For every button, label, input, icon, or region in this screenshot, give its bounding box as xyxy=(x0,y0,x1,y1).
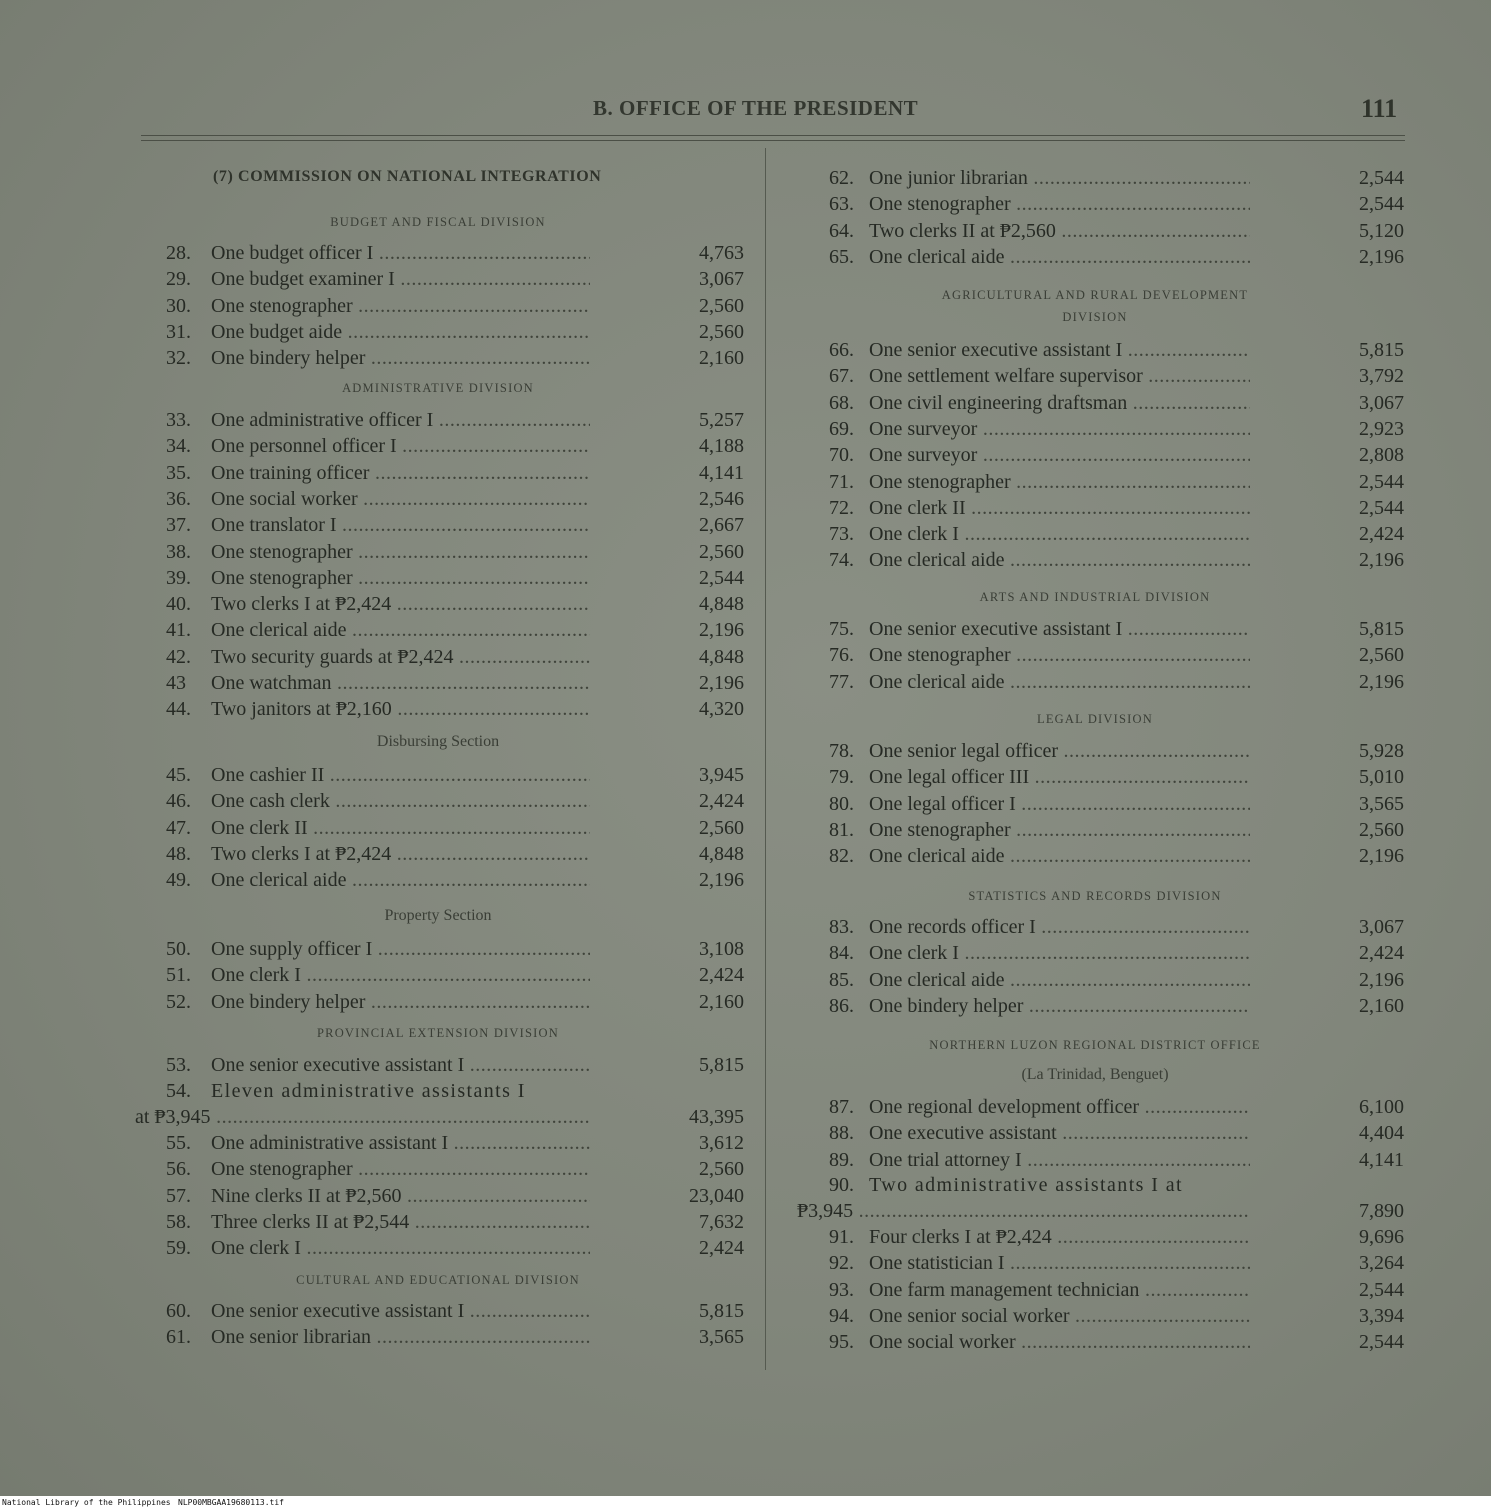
table-row xyxy=(166,867,744,893)
item-amount: 3,067 xyxy=(1359,916,1404,938)
table-row xyxy=(166,841,744,867)
table-row-continuation xyxy=(797,1198,1404,1224)
division-heading: NORTHERN LUZON REGIONAL DISTRICT OFFICE xyxy=(929,1038,1261,1052)
item-number: 65. xyxy=(829,245,854,268)
item-number: 58. xyxy=(166,1210,191,1233)
item-label: One senior executive assistant I ..... xyxy=(869,337,1250,363)
table-row xyxy=(829,390,1404,416)
item-label: One social worker ..... xyxy=(211,486,590,512)
table-row xyxy=(829,1094,1404,1120)
item-amount: 3,792 xyxy=(1359,365,1404,388)
item-amount: 5,815 xyxy=(1359,339,1404,361)
item-amount: 2,196 xyxy=(1359,245,1404,268)
item-amount: 2,544 xyxy=(1359,496,1404,519)
footer-library: National Library of the Philippines xyxy=(2,1498,171,1507)
item-label: One administrative officer I ..... xyxy=(211,407,590,433)
table-row xyxy=(166,696,744,722)
table-row xyxy=(829,616,1404,642)
item-amount: 7,632 xyxy=(699,1210,744,1233)
table-row xyxy=(166,266,744,292)
item-label: One social worker ..... xyxy=(869,1329,1250,1355)
table-row xyxy=(166,1078,590,1104)
item-amount: 2,160 xyxy=(699,347,744,370)
table-row xyxy=(829,940,1404,966)
item-number: 39. xyxy=(166,566,191,589)
item-number: 57. xyxy=(166,1184,191,1207)
item-number: 61. xyxy=(166,1326,191,1349)
item-label-continued: at ₱3,945 ..... xyxy=(135,1104,590,1130)
item-label: One budget officer I ..... xyxy=(211,240,590,266)
item-number: 30. xyxy=(166,294,191,317)
page-number: 111 xyxy=(1361,94,1398,123)
item-number: 38. xyxy=(166,540,191,563)
item-label: One junior librarian ..... xyxy=(869,165,1250,191)
item-number: 71. xyxy=(829,470,854,493)
item-amount: 2,560 xyxy=(699,540,744,563)
item-number: 60. xyxy=(166,1300,191,1322)
item-number: 81. xyxy=(829,818,854,841)
item-number: 55. xyxy=(166,1132,191,1154)
table-row xyxy=(166,815,744,841)
table-row xyxy=(166,565,744,591)
table-row xyxy=(166,319,744,345)
header-rule-secondary xyxy=(141,140,1405,141)
item-label: Nine clerks II at ₱2,560 ..... xyxy=(211,1183,590,1209)
item-amount: 2,196 xyxy=(1359,968,1404,991)
item-label: Two clerks I at ₱2,424 ..... xyxy=(211,841,590,867)
item-number: 42. xyxy=(166,645,191,668)
table-row xyxy=(829,1224,1404,1250)
table-row xyxy=(166,591,744,617)
item-number: 92. xyxy=(829,1252,854,1275)
table-row xyxy=(166,407,744,433)
table-row xyxy=(829,1303,1404,1329)
item-number: 46. xyxy=(166,790,191,813)
item-number: 73. xyxy=(829,523,854,546)
item-label: One senior legal officer ..... xyxy=(869,738,1250,764)
division-heading: ARTS AND INDUSTRIAL DIVISION xyxy=(979,590,1211,604)
item-number: 59. xyxy=(166,1237,191,1260)
division-heading: STATISTICS AND RECORDS DIVISION xyxy=(968,889,1222,903)
item-amount: 2,544 xyxy=(1359,167,1404,189)
item-number: 47. xyxy=(166,816,191,839)
item-label: One surveyor ..... xyxy=(869,416,1250,442)
item-number: 31. xyxy=(166,320,191,343)
table-row xyxy=(829,642,1404,668)
item-label: Three clerks II at ₱2,544 ..... xyxy=(211,1209,590,1235)
item-number: 48. xyxy=(166,842,191,865)
item-amount: 4,141 xyxy=(699,461,744,484)
item-number: 91. xyxy=(829,1226,854,1248)
item-number: 40. xyxy=(166,593,191,616)
item-amount: 2,424 xyxy=(699,964,744,987)
table-row xyxy=(166,1235,744,1261)
item-amount: 2,560 xyxy=(1359,818,1404,841)
item-number: 72. xyxy=(829,496,854,519)
item-number: 90. xyxy=(829,1174,854,1196)
item-amount: 2,160 xyxy=(1359,994,1404,1017)
item-label: Two clerks II at ₱2,560 ..... xyxy=(869,218,1250,244)
item-amount: 2,544 xyxy=(699,566,744,589)
item-number: 76. xyxy=(829,644,854,667)
item-label: One stenographer ..... xyxy=(869,191,1250,217)
item-amount: 3,612 xyxy=(699,1132,744,1154)
item-label: One stenographer ..... xyxy=(211,565,590,591)
table-row xyxy=(166,1156,744,1182)
table-row xyxy=(166,962,744,988)
table-row xyxy=(166,240,744,266)
table-row xyxy=(829,993,1404,1019)
item-label: One budget examiner I ..... xyxy=(211,266,590,292)
item-label: One senior social worker ..... xyxy=(869,1303,1250,1329)
item-label: One clerical aide ..... xyxy=(869,669,1250,695)
item-amount: 4,320 xyxy=(699,698,744,721)
division-heading: (La Trinidad, Benguet) xyxy=(1021,1066,1169,1083)
item-label: Two clerks I at ₱2,424 ..... xyxy=(211,591,590,617)
item-amount: 4,188 xyxy=(699,435,744,458)
item-amount: 3,394 xyxy=(1359,1304,1404,1327)
table-row xyxy=(166,1324,744,1350)
item-amount: 2,546 xyxy=(699,487,744,510)
item-label: One cash clerk ..... xyxy=(211,788,590,814)
item-number: 63. xyxy=(829,193,854,216)
division-heading: ADMINISTRATIVE DIVISION xyxy=(342,381,534,395)
footer-filename: NLP00MBGAA19680113.tif xyxy=(178,1498,284,1507)
division-heading: AGRICULTURAL AND RURAL DEVELOPMENT xyxy=(941,288,1249,302)
item-number: 94. xyxy=(829,1304,854,1327)
item-amount: 4,848 xyxy=(699,645,744,668)
table-row xyxy=(166,670,744,696)
item-label: One executive assistant ..... xyxy=(869,1120,1250,1146)
item-number: 53. xyxy=(166,1054,191,1076)
item-label: One legal officer III ..... xyxy=(869,764,1250,790)
item-amount: 2,196 xyxy=(1359,845,1404,868)
item-amount: 4,848 xyxy=(699,842,744,865)
item-number: 86. xyxy=(829,994,854,1017)
item-amount: 2,196 xyxy=(699,619,744,642)
item-amount: 2,424 xyxy=(1359,942,1404,965)
item-amount: 2,560 xyxy=(699,1158,744,1181)
table-row xyxy=(166,617,744,643)
table-row xyxy=(829,1250,1404,1276)
item-number: 68. xyxy=(829,391,854,414)
item-number: 44. xyxy=(166,698,191,721)
item-amount: 2,424 xyxy=(699,1237,744,1260)
item-number: 45. xyxy=(166,764,191,786)
table-row xyxy=(829,521,1404,547)
item-label: Eleven administrative assistants I xyxy=(211,1080,526,1102)
item-number: 83. xyxy=(829,916,854,938)
table-row xyxy=(829,791,1404,817)
table-row xyxy=(829,244,1404,270)
table-row xyxy=(829,843,1404,869)
item-amount: 2,196 xyxy=(1359,549,1404,572)
table-row xyxy=(829,967,1404,993)
item-label: One stenographer ..... xyxy=(869,817,1250,843)
item-amount: 3,108 xyxy=(699,938,744,960)
item-number: 51. xyxy=(166,964,191,987)
item-number: 37. xyxy=(166,514,191,537)
item-label: One clerk I ..... xyxy=(869,521,1250,547)
item-label: One stenographer ..... xyxy=(211,539,590,565)
table-row xyxy=(166,293,744,319)
item-label: Two security guards at ₱2,424 ..... xyxy=(211,644,590,670)
item-label: One clerical aide ..... xyxy=(869,967,1250,993)
table-row xyxy=(166,345,744,371)
item-number: 85. xyxy=(829,968,854,991)
item-label: One clerk II ..... xyxy=(211,815,590,841)
item-amount: 3,264 xyxy=(1359,1252,1404,1275)
item-amount: 2,544 xyxy=(1359,470,1404,493)
table-row xyxy=(829,442,1404,468)
item-label: One clerical aide ..... xyxy=(869,547,1250,573)
item-amount: 2,560 xyxy=(699,294,744,317)
item-amount: 4,141 xyxy=(1359,1148,1404,1171)
item-label: One senior librarian ..... xyxy=(211,1324,590,1350)
table-row xyxy=(829,165,1404,191)
item-label: One surveyor ..... xyxy=(869,442,1250,468)
table-row xyxy=(166,1052,744,1078)
item-label: One clerk I ..... xyxy=(211,1235,590,1261)
item-number: 78. xyxy=(829,740,854,762)
table-row xyxy=(166,989,744,1015)
item-number: 56. xyxy=(166,1158,191,1181)
table-row xyxy=(829,547,1404,573)
table-row xyxy=(166,539,744,565)
item-amount: 2,160 xyxy=(699,990,744,1013)
item-number: 89. xyxy=(829,1148,854,1171)
item-number: 49. xyxy=(166,869,191,892)
item-amount: 2,560 xyxy=(1359,644,1404,667)
header-rule xyxy=(141,135,1405,136)
item-amount: 2,808 xyxy=(1359,444,1404,467)
item-label: One statistician I ..... xyxy=(869,1250,1250,1276)
table-row xyxy=(166,936,744,962)
item-number: 88. xyxy=(829,1122,854,1145)
table-row xyxy=(829,738,1404,764)
item-number: 84. xyxy=(829,942,854,965)
item-number: 75. xyxy=(829,618,854,640)
item-number: 69. xyxy=(829,417,854,440)
column-divider xyxy=(765,148,766,1370)
table-row xyxy=(829,218,1404,244)
item-number: 87. xyxy=(829,1096,854,1118)
item-number: 74. xyxy=(829,549,854,572)
item-label: One administrative assistant I ..... xyxy=(211,1130,590,1156)
table-row xyxy=(829,1329,1404,1355)
item-label: One clerk II ..... xyxy=(869,495,1250,521)
table-row xyxy=(829,817,1404,843)
item-amount: 2,923 xyxy=(1359,417,1404,440)
item-label: One bindery helper ..... xyxy=(869,993,1250,1019)
item-label: One stenographer ..... xyxy=(211,1156,590,1182)
item-label: One clerk I ..... xyxy=(211,962,590,988)
item-amount: 4,848 xyxy=(699,593,744,616)
table-row xyxy=(829,1120,1404,1146)
item-amount: 4,763 xyxy=(699,242,744,264)
item-number: 28. xyxy=(166,242,191,264)
item-number: 67. xyxy=(829,365,854,388)
table-row xyxy=(829,337,1404,363)
division-heading: BUDGET AND FISCAL DIVISION xyxy=(330,215,546,229)
item-label: One stenographer ..... xyxy=(869,469,1250,495)
item-amount: 5,257 xyxy=(699,409,744,431)
table-row xyxy=(166,460,744,486)
table-row xyxy=(166,1183,744,1209)
item-amount: 5,928 xyxy=(1359,740,1404,762)
item-number: 32. xyxy=(166,347,191,370)
item-amount: 5,010 xyxy=(1359,766,1404,789)
item-amount: 2,424 xyxy=(699,790,744,813)
table-row xyxy=(829,914,1404,940)
table-row xyxy=(829,1172,1250,1198)
item-label: One bindery helper ..... xyxy=(211,989,590,1015)
item-amount: 2,196 xyxy=(699,672,744,694)
item-number: 95. xyxy=(829,1331,854,1354)
item-label: One cashier II ..... xyxy=(211,762,590,788)
item-label: One legal officer I ..... xyxy=(869,791,1250,817)
item-number: 33. xyxy=(166,409,191,431)
item-amount: 5,815 xyxy=(1359,618,1404,640)
division-heading: Property Section xyxy=(384,907,492,924)
item-label: One records officer I ..... xyxy=(869,914,1250,940)
table-row xyxy=(829,469,1404,495)
item-amount: 3,565 xyxy=(699,1326,744,1349)
item-label: One training officer ..... xyxy=(211,460,590,486)
item-amount: 2,424 xyxy=(1359,523,1404,546)
item-amount: 2,544 xyxy=(1359,193,1404,216)
table-row xyxy=(166,788,744,814)
item-number: 34. xyxy=(166,435,191,458)
item-number: 80. xyxy=(829,792,854,815)
item-label: One translator I ..... xyxy=(211,512,590,538)
item-amount: 2,560 xyxy=(699,816,744,839)
division-heading: PROVINCIAL EXTENSION DIVISION xyxy=(317,1026,559,1040)
item-number: 64. xyxy=(829,219,854,242)
table-row xyxy=(829,1277,1404,1303)
item-amount: 43,395 xyxy=(689,1106,744,1128)
item-number: 35. xyxy=(166,461,191,484)
section-title: (7) COMMISSION ON NATIONAL INTEGRATION xyxy=(213,168,602,185)
item-number: 54. xyxy=(166,1080,191,1102)
table-row xyxy=(166,1130,744,1156)
item-number: 93. xyxy=(829,1278,854,1301)
table-row xyxy=(166,486,744,512)
item-number: 77. xyxy=(829,670,854,693)
item-number: 70. xyxy=(829,444,854,467)
item-amount: 2,560 xyxy=(699,320,744,343)
table-row xyxy=(166,762,744,788)
item-amount: 6,100 xyxy=(1359,1096,1404,1118)
table-row xyxy=(829,1147,1404,1173)
item-label: One regional development officer ..... xyxy=(869,1094,1250,1120)
item-label: One trial attorney I ..... xyxy=(869,1147,1250,1173)
item-label: Two janitors at ₱2,160 ..... xyxy=(211,696,590,722)
item-label: Four clerks I at ₱2,424 ..... xyxy=(869,1224,1250,1250)
item-label: One bindery helper ..... xyxy=(211,345,590,371)
table-row xyxy=(166,1209,744,1235)
division-heading: CULTURAL AND EDUCATIONAL DIVISION xyxy=(296,1273,580,1287)
running-head: B. OFFICE OF THE PRESIDENT xyxy=(593,96,919,120)
item-label: One watchman ..... xyxy=(211,670,590,696)
item-amount: 5,815 xyxy=(699,1300,744,1322)
item-amount: 2,544 xyxy=(1359,1278,1404,1301)
item-amount: 3,067 xyxy=(1359,391,1404,414)
item-label: One stenographer ..... xyxy=(211,293,590,319)
item-number: 43 xyxy=(166,672,186,694)
item-amount: 4,404 xyxy=(1359,1122,1404,1145)
item-amount: 5,815 xyxy=(699,1054,744,1076)
table-row xyxy=(829,495,1404,521)
item-amount: 2,667 xyxy=(699,514,744,537)
item-label: One budget aide ..... xyxy=(211,319,590,345)
item-label: One senior executive assistant I ..... xyxy=(211,1052,590,1078)
item-label: One senior executive assistant I ..... xyxy=(869,616,1250,642)
item-label: One clerical aide ..... xyxy=(211,617,590,643)
item-number: 29. xyxy=(166,268,191,291)
item-amount: 7,890 xyxy=(1359,1200,1404,1222)
division-heading: LEGAL DIVISION xyxy=(1037,712,1153,726)
item-label-continued: ₱3,945 ..... xyxy=(797,1198,1250,1224)
item-label: One farm management technician ..... xyxy=(869,1277,1250,1303)
item-amount: 3,565 xyxy=(1359,792,1404,815)
item-amount: 23,040 xyxy=(689,1184,744,1207)
item-number: 50. xyxy=(166,938,191,960)
item-amount: 9,696 xyxy=(1359,1226,1404,1248)
table-row xyxy=(166,1298,744,1324)
table-row xyxy=(829,764,1404,790)
item-label: One clerical aide ..... xyxy=(869,843,1250,869)
table-row xyxy=(166,512,744,538)
item-amount: 3,945 xyxy=(699,764,744,786)
table-row xyxy=(829,363,1404,389)
item-number: 62. xyxy=(829,167,854,189)
item-label: One personnel officer I ..... xyxy=(211,433,590,459)
table-row xyxy=(829,416,1404,442)
item-label: One clerical aide ..... xyxy=(869,244,1250,270)
table-row xyxy=(829,669,1404,695)
item-number: 79. xyxy=(829,766,854,789)
item-label: One stenographer ..... xyxy=(869,642,1250,668)
item-amount: 5,120 xyxy=(1359,219,1404,242)
item-label: Two administrative assistants I at xyxy=(869,1174,1183,1196)
division-heading: DIVISION xyxy=(1062,310,1128,324)
division-heading: Disbursing Section xyxy=(376,733,500,750)
item-label: One supply officer I ..... xyxy=(211,936,590,962)
item-amount: 2,196 xyxy=(1359,670,1404,693)
item-amount: 2,544 xyxy=(1359,1331,1404,1354)
table-row-continuation xyxy=(135,1104,744,1130)
item-label: One settlement welfare supervisor ..... xyxy=(869,363,1250,389)
item-amount: 2,196 xyxy=(699,869,744,892)
item-number: 41. xyxy=(166,619,191,642)
table-row xyxy=(166,433,744,459)
item-label: One clerk I ..... xyxy=(869,940,1250,966)
item-number: 52. xyxy=(166,990,191,1013)
item-amount: 3,067 xyxy=(699,268,744,291)
item-number: 82. xyxy=(829,845,854,868)
item-number: 66. xyxy=(829,339,854,361)
item-label: One civil engineering draftsman ..... xyxy=(869,390,1250,416)
item-label: One clerical aide ..... xyxy=(211,867,590,893)
table-row xyxy=(829,191,1404,217)
table-row xyxy=(166,644,744,670)
item-number: 36. xyxy=(166,487,191,510)
item-label: One senior executive assistant I ..... xyxy=(211,1298,590,1324)
